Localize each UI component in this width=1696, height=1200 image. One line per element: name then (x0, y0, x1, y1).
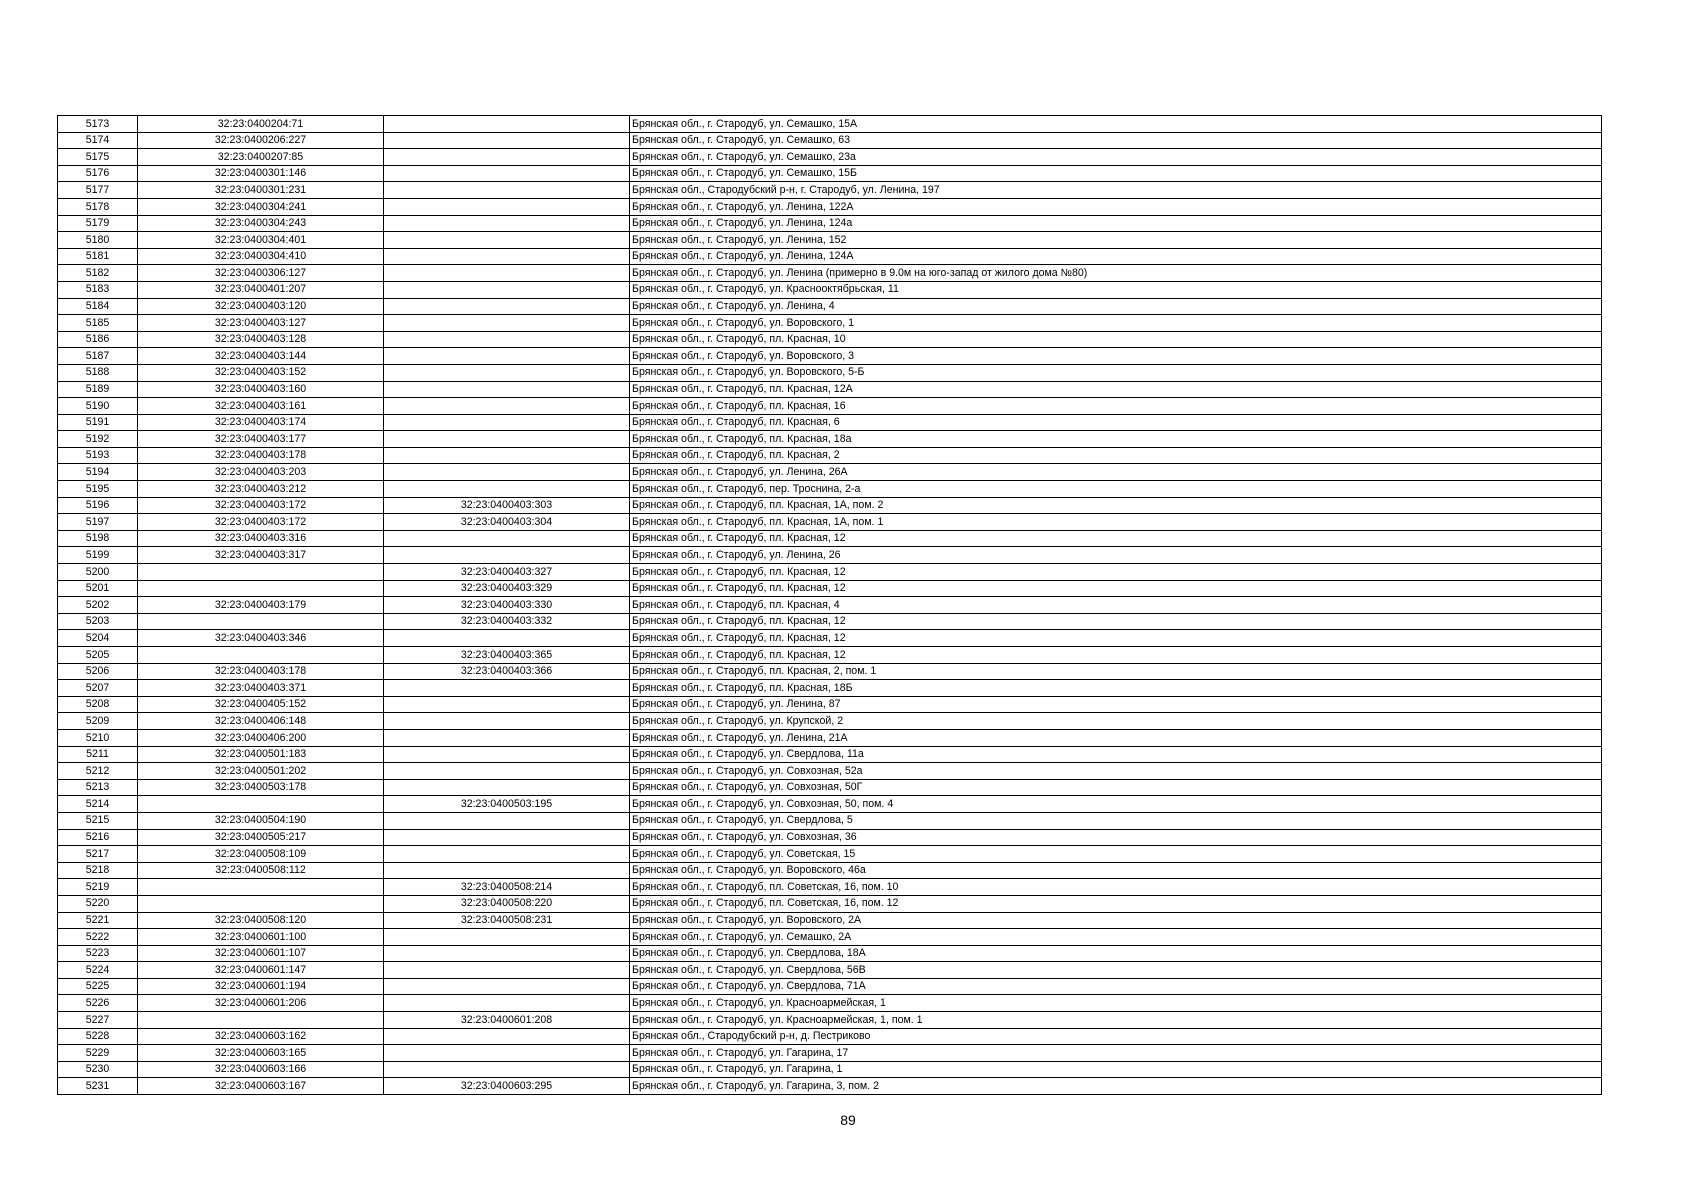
cadastral-number-cell: 32:23:0400601:206 (138, 995, 384, 1012)
address-cell: Брянская обл., г. Стародуб, ул. Ленина (примерно в 9.0м на юго-запад от жилого дома №80) (630, 265, 1602, 282)
cadastral-number-premises-cell (384, 414, 630, 431)
cadastral-number-cell: 32:23:0400403:177 (138, 431, 384, 448)
cadastral-number-cell: 32:23:0400505:217 (138, 829, 384, 846)
cadastral-number-cell: 32:23:0400403:120 (138, 298, 384, 315)
cadastral-number-cell: 32:23:0400601:100 (138, 929, 384, 946)
cadastral-number-cell (138, 647, 384, 664)
address-cell: Брянская обл., г. Стародуб, ул. Ленина, 152 (630, 232, 1602, 249)
address-cell: Брянская обл., г. Стародуб, ул. Крупской, 2 (630, 713, 1602, 730)
registry-table-body (58, 116, 1602, 1095)
table-row (58, 116, 1602, 133)
cadastral-number-premises-cell (384, 281, 630, 298)
table-row (58, 663, 1602, 680)
cadastral-number-cell: 32:23:0400301:146 (138, 165, 384, 182)
cadastral-number-premises-cell (384, 398, 630, 415)
row-number-cell: 5207 (58, 680, 138, 697)
cadastral-number-premises-cell: 32:23:0400403:365 (384, 647, 630, 664)
row-number-cell: 5216 (58, 829, 138, 846)
address-cell: Брянская обл., г. Стародуб, пл. Советская, 16, пом. 10 (630, 879, 1602, 896)
row-number-cell: 5184 (58, 298, 138, 315)
table-row (58, 647, 1602, 664)
cadastral-number-premises-cell (384, 829, 630, 846)
row-number-cell: 5177 (58, 182, 138, 199)
table-row (58, 165, 1602, 182)
cadastral-number-cell (138, 895, 384, 912)
address-cell: Брянская обл., г. Стародуб, пл. Красная, 2 (630, 447, 1602, 464)
cadastral-number-premises-cell (384, 763, 630, 780)
table-row (58, 265, 1602, 282)
table-row (58, 149, 1602, 166)
row-number-cell: 5191 (58, 414, 138, 431)
cadastral-number-cell (138, 564, 384, 581)
row-number-cell: 5215 (58, 812, 138, 829)
address-cell: Брянская обл., г. Стародуб, ул. Краснооктябрьская, 11 (630, 281, 1602, 298)
cadastral-number-premises-cell (384, 696, 630, 713)
cadastral-number-cell: 32:23:0400204:71 (138, 116, 384, 133)
table-row (58, 746, 1602, 763)
cadastral-number-premises-cell (384, 215, 630, 232)
cadastral-number-premises-cell (384, 248, 630, 265)
row-number-cell: 5225 (58, 978, 138, 995)
address-cell: Брянская обл., г. Стародуб, пл. Красная, 2, пом. 1 (630, 663, 1602, 680)
cadastral-number-premises-cell (384, 1061, 630, 1078)
address-cell: Брянская обл., г. Стародуб, ул. Семашко, 23а (630, 149, 1602, 166)
row-number-cell: 5178 (58, 198, 138, 215)
address-cell: Брянская обл., г. Стародуб, ул. Красноармейская, 1, пом. 1 (630, 1012, 1602, 1029)
row-number-cell: 5188 (58, 364, 138, 381)
cadastral-number-premises-cell (384, 481, 630, 498)
row-number-cell: 5227 (58, 1012, 138, 1029)
address-cell: Брянская обл., г. Стародуб, ул. Семашко, 15А (630, 116, 1602, 133)
row-number-cell: 5195 (58, 481, 138, 498)
table-row (58, 796, 1602, 813)
row-number-cell: 5187 (58, 348, 138, 365)
table-row (58, 1061, 1602, 1078)
address-cell: Брянская обл., г. Стародуб, пл. Красная, 12 (630, 580, 1602, 597)
cadastral-number-cell: 32:23:0400508:112 (138, 862, 384, 879)
table-row (58, 414, 1602, 431)
table-row (58, 912, 1602, 929)
cadastral-number-cell: 32:23:0400508:120 (138, 912, 384, 929)
address-cell: Брянская обл., г. Стародуб, ул. Гагарина, 3, пом. 2 (630, 1078, 1602, 1095)
cadastral-number-premises-cell (384, 713, 630, 730)
table-row (58, 198, 1602, 215)
row-number-cell: 5198 (58, 530, 138, 547)
cadastral-number-cell: 32:23:0400403:172 (138, 497, 384, 514)
row-number-cell: 5176 (58, 165, 138, 182)
table-row (58, 398, 1602, 415)
address-cell: Брянская обл., г. Стародуб, ул. Ленина, 26А (630, 464, 1602, 481)
cadastral-number-premises-cell (384, 729, 630, 746)
row-number-cell: 5174 (58, 132, 138, 149)
row-number-cell: 5197 (58, 514, 138, 531)
table-row (58, 580, 1602, 597)
cadastral-number-premises-cell (384, 962, 630, 979)
cadastral-number-premises-cell: 32:23:0400503:195 (384, 796, 630, 813)
table-row (58, 995, 1602, 1012)
cadastral-number-premises-cell (384, 1028, 630, 1045)
table-row (58, 779, 1602, 796)
address-cell: Брянская обл., г. Стародуб, ул. Свердлова, 71А (630, 978, 1602, 995)
address-cell: Брянская обл., г. Стародуб, ул. Ленина, 26 (630, 547, 1602, 564)
table-row (58, 713, 1602, 730)
row-number-cell: 5192 (58, 431, 138, 448)
row-number-cell: 5231 (58, 1078, 138, 1095)
row-number-cell: 5193 (58, 447, 138, 464)
address-cell: Брянская обл., г. Стародуб, ул. Воровского, 5-Б (630, 364, 1602, 381)
address-cell: Брянская обл., г. Стародуб, ул. Семашко, 63 (630, 132, 1602, 149)
cadastral-number-cell: 32:23:0400306:127 (138, 265, 384, 282)
table-row (58, 680, 1602, 697)
cadastral-number-premises-cell (384, 945, 630, 962)
row-number-cell: 5173 (58, 116, 138, 133)
cadastral-number-cell: 32:23:0400403:144 (138, 348, 384, 365)
row-number-cell: 5186 (58, 331, 138, 348)
cadastral-number-premises-cell (384, 116, 630, 133)
cadastral-number-cell: 32:23:0400403:161 (138, 398, 384, 415)
table-row (58, 315, 1602, 332)
row-number-cell: 5213 (58, 779, 138, 796)
row-number-cell: 5226 (58, 995, 138, 1012)
address-cell: Брянская обл., г. Стародуб, ул. Совхозная, 52а (630, 763, 1602, 780)
row-number-cell: 5211 (58, 746, 138, 763)
cadastral-number-cell: 32:23:0400601:107 (138, 945, 384, 962)
address-cell: Брянская обл., г. Стародуб, пл. Красная, 1А, пом. 2 (630, 497, 1602, 514)
cadastral-number-premises-cell (384, 364, 630, 381)
address-cell: Брянская обл., г. Стародуб, пл. Красная, 12 (630, 613, 1602, 630)
cadastral-number-cell (138, 1012, 384, 1029)
address-cell: Брянская обл., г. Стародуб, ул. Советская, 15 (630, 846, 1602, 863)
table-row (58, 497, 1602, 514)
cadastral-number-cell: 32:23:0400501:183 (138, 746, 384, 763)
address-cell: Брянская обл., г. Стародуб, пл. Красная, 6 (630, 414, 1602, 431)
row-number-cell: 5196 (58, 497, 138, 514)
cadastral-number-premises-cell (384, 846, 630, 863)
cadastral-number-cell: 32:23:0400403:152 (138, 364, 384, 381)
cadastral-number-cell: 32:23:0400501:202 (138, 763, 384, 780)
cadastral-number-premises-cell (384, 978, 630, 995)
cadastral-number-cell: 32:23:0400503:178 (138, 779, 384, 796)
address-cell: Брянская обл., г. Стародуб, пл. Красная, 12 (630, 630, 1602, 647)
row-number-cell: 5182 (58, 265, 138, 282)
address-cell: Брянская обл., г. Стародуб, пл. Красная, 4 (630, 597, 1602, 614)
address-cell: Брянская обл., г. Стародуб, ул. Ленина, 124А (630, 248, 1602, 265)
cadastral-number-cell: 32:23:0400403:316 (138, 530, 384, 547)
cadastral-number-premises-cell: 32:23:0400603:295 (384, 1078, 630, 1095)
row-number-cell: 5190 (58, 398, 138, 415)
row-number-cell: 5220 (58, 895, 138, 912)
row-number-cell: 5217 (58, 846, 138, 863)
address-cell: Брянская обл., г. Стародуб, пл. Красная, 18Б (630, 680, 1602, 697)
address-cell: Брянская обл., г. Стародуб, пл. Красная, 12 (630, 530, 1602, 547)
table-row (58, 763, 1602, 780)
cadastral-number-cell: 32:23:0400603:166 (138, 1061, 384, 1078)
address-cell: Брянская обл., г. Стародуб, ул. Ленина, 21А (630, 729, 1602, 746)
cadastral-number-premises-cell (384, 132, 630, 149)
table-row (58, 182, 1602, 199)
table-row (58, 879, 1602, 896)
row-number-cell: 5222 (58, 929, 138, 946)
cadastral-number-cell: 32:23:0400206:227 (138, 132, 384, 149)
cadastral-number-cell: 32:23:0400508:109 (138, 846, 384, 863)
address-cell: Брянская обл., г. Стародуб, ул. Ленина, 122А (630, 198, 1602, 215)
table-row (58, 547, 1602, 564)
row-number-cell: 5194 (58, 464, 138, 481)
row-number-cell: 5229 (58, 1045, 138, 1062)
table-row (58, 829, 1602, 846)
address-cell: Брянская обл., г. Стародуб, ул. Ленина, 124а (630, 215, 1602, 232)
row-number-cell: 5203 (58, 613, 138, 630)
address-cell: Брянская обл., г. Стародуб, ул. Ленина, 87 (630, 696, 1602, 713)
cadastral-number-premises-cell: 32:23:0400403:332 (384, 613, 630, 630)
cadastral-number-cell: 32:23:0400403:346 (138, 630, 384, 647)
address-cell: Брянская обл., г. Стародуб, ул. Воровского, 46а (630, 862, 1602, 879)
address-cell: Брянская обл., г. Стародуб, ул. Воровского, 2А (630, 912, 1602, 929)
cadastral-number-premises-cell (384, 547, 630, 564)
cadastral-number-premises-cell (384, 447, 630, 464)
cadastral-number-premises-cell (384, 265, 630, 282)
cadastral-number-premises-cell: 32:23:0400403:303 (384, 497, 630, 514)
address-cell: Брянская обл., г. Стародуб, пл. Красная, 12 (630, 564, 1602, 581)
cadastral-number-premises-cell (384, 1045, 630, 1062)
registry-table (57, 115, 1602, 1095)
cadastral-number-premises-cell (384, 298, 630, 315)
cadastral-number-cell: 32:23:0400304:401 (138, 232, 384, 249)
cadastral-number-cell: 32:23:0400403:317 (138, 547, 384, 564)
table-row (58, 613, 1602, 630)
cadastral-number-cell: 32:23:0400406:148 (138, 713, 384, 730)
cadastral-number-premises-cell (384, 995, 630, 1012)
table-row (58, 962, 1602, 979)
cadastral-number-cell: 32:23:0400406:200 (138, 729, 384, 746)
cadastral-number-cell: 32:23:0400403:212 (138, 481, 384, 498)
table-row (58, 348, 1602, 365)
address-cell: Брянская обл., г. Стародуб, пл. Красная, 1А, пом. 1 (630, 514, 1602, 531)
table-row (58, 597, 1602, 614)
cadastral-number-cell: 32:23:0400403:174 (138, 414, 384, 431)
table-row (58, 1045, 1602, 1062)
cadastral-number-cell: 32:23:0400601:194 (138, 978, 384, 995)
cadastral-number-premises-cell (384, 331, 630, 348)
row-number-cell: 5209 (58, 713, 138, 730)
page-number: 89 (840, 1112, 856, 1128)
row-number-cell: 5212 (58, 763, 138, 780)
cadastral-number-cell: 32:23:0400403:203 (138, 464, 384, 481)
table-row (58, 331, 1602, 348)
cadastral-number-cell (138, 879, 384, 896)
cadastral-number-cell (138, 796, 384, 813)
cadastral-number-cell: 32:23:0400403:179 (138, 597, 384, 614)
address-cell: Брянская обл., Стародубский р-н, д. Пестриково (630, 1028, 1602, 1045)
table-row (58, 232, 1602, 249)
cadastral-number-premises-cell: 32:23:0400403:304 (384, 514, 630, 531)
address-cell: Брянская обл., г. Стародуб, ул. Совхозная, 36 (630, 829, 1602, 846)
cadastral-number-premises-cell: 32:23:0400601:208 (384, 1012, 630, 1029)
cadastral-number-premises-cell (384, 862, 630, 879)
row-number-cell: 5181 (58, 248, 138, 265)
cadastral-number-cell: 32:23:0400403:371 (138, 680, 384, 697)
cadastral-number-cell: 32:23:0400401:207 (138, 281, 384, 298)
table-row (58, 1028, 1602, 1045)
row-number-cell: 5219 (58, 879, 138, 896)
cadastral-number-premises-cell (384, 348, 630, 365)
cadastral-number-premises-cell (384, 431, 630, 448)
row-number-cell: 5179 (58, 215, 138, 232)
table-row (58, 215, 1602, 232)
table-row (58, 1012, 1602, 1029)
address-cell: Брянская обл., г. Стародуб, пл. Красная, 12А (630, 381, 1602, 398)
address-cell: Брянская обл., г. Стародуб, ул. Свердлова, 5 (630, 812, 1602, 829)
table-row (58, 530, 1602, 547)
table-row (58, 929, 1602, 946)
row-number-cell: 5208 (58, 696, 138, 713)
row-number-cell: 5221 (58, 912, 138, 929)
row-number-cell: 5175 (58, 149, 138, 166)
cadastral-number-premises-cell: 32:23:0400508:231 (384, 912, 630, 929)
address-cell: Брянская обл., г. Стародуб, пл. Красная, 10 (630, 331, 1602, 348)
cadastral-number-premises-cell (384, 315, 630, 332)
cadastral-number-premises-cell (384, 812, 630, 829)
cadastral-number-premises-cell (384, 198, 630, 215)
row-number-cell: 5228 (58, 1028, 138, 1045)
row-number-cell: 5223 (58, 945, 138, 962)
table-row (58, 381, 1602, 398)
cadastral-number-cell: 32:23:0400403:178 (138, 663, 384, 680)
cadastral-number-premises-cell (384, 779, 630, 796)
address-cell: Брянская обл., г. Стародуб, ул. Ленина, 4 (630, 298, 1602, 315)
cadastral-number-premises-cell (384, 165, 630, 182)
cadastral-number-cell: 32:23:0400207:85 (138, 149, 384, 166)
address-cell: Брянская обл., г. Стародуб, пл. Красная, 18а (630, 431, 1602, 448)
row-number-cell: 5218 (58, 862, 138, 879)
cadastral-number-cell (138, 580, 384, 597)
address-cell: Брянская обл., г. Стародуб, ул. Гагарина, 1 (630, 1061, 1602, 1078)
cadastral-number-cell: 32:23:0400403:160 (138, 381, 384, 398)
cadastral-number-cell: 32:23:0400603:162 (138, 1028, 384, 1045)
cadastral-number-premises-cell: 32:23:0400403:330 (384, 597, 630, 614)
table-row (58, 1078, 1602, 1095)
cadastral-number-premises-cell: 32:23:0400403:366 (384, 663, 630, 680)
table-row (58, 846, 1602, 863)
cadastral-number-cell: 32:23:0400304:243 (138, 215, 384, 232)
address-cell: Брянская обл., г. Стародуб, ул. Свердлова, 56В (630, 962, 1602, 979)
row-number-cell: 5204 (58, 630, 138, 647)
address-cell: Брянская обл., г. Стародуб, пл. Красная, 16 (630, 398, 1602, 415)
table-row (58, 630, 1602, 647)
address-cell: Брянская обл., г. Стародуб, ул. Гагарина, 17 (630, 1045, 1602, 1062)
cadastral-number-premises-cell: 32:23:0400508:214 (384, 879, 630, 896)
address-cell: Брянская обл., г. Стародуб, ул. Свердлова, 18А (630, 945, 1602, 962)
row-number-cell: 5230 (58, 1061, 138, 1078)
row-number-cell: 5200 (58, 564, 138, 581)
table-row (58, 862, 1602, 879)
row-number-cell: 5202 (58, 597, 138, 614)
cadastral-number-premises-cell: 32:23:0400508:220 (384, 895, 630, 912)
cadastral-number-cell: 32:23:0400403:178 (138, 447, 384, 464)
cadastral-number-cell: 32:23:0400403:128 (138, 331, 384, 348)
cadastral-number-premises-cell (384, 680, 630, 697)
table-row (58, 514, 1602, 531)
address-cell: Брянская обл., г. Стародуб, ул. Совхозная, 50Г (630, 779, 1602, 796)
table-row (58, 364, 1602, 381)
cadastral-number-premises-cell (384, 464, 630, 481)
row-number-cell: 5199 (58, 547, 138, 564)
table-row (58, 564, 1602, 581)
row-number-cell: 5189 (58, 381, 138, 398)
cadastral-number-cell (138, 613, 384, 630)
address-cell: Брянская обл., г. Стародуб, пл. Советская, 16, пом. 12 (630, 895, 1602, 912)
table-row (58, 978, 1602, 995)
cadastral-number-cell: 32:23:0400603:167 (138, 1078, 384, 1095)
address-cell: Брянская обл., г. Стародуб, пл. Красная, 12 (630, 647, 1602, 664)
row-number-cell: 5205 (58, 647, 138, 664)
table-row (58, 281, 1602, 298)
cadastral-number-premises-cell: 32:23:0400403:327 (384, 564, 630, 581)
table-row (58, 812, 1602, 829)
address-cell: Брянская обл., г. Стародуб, ул. Совхозная, 50, пом. 4 (630, 796, 1602, 813)
cadastral-number-cell: 32:23:0400405:152 (138, 696, 384, 713)
table-row (58, 945, 1602, 962)
table-row (58, 481, 1602, 498)
row-number-cell: 5206 (58, 663, 138, 680)
address-cell: Брянская обл., г. Стародуб, ул. Красноармейская, 1 (630, 995, 1602, 1012)
cadastral-number-cell: 32:23:0400403:172 (138, 514, 384, 531)
address-cell: Брянская обл., г. Стародуб, ул. Воровского, 3 (630, 348, 1602, 365)
address-cell: Брянская обл., г. Стародуб, ул. Семашко, 2А (630, 929, 1602, 946)
cadastral-number-premises-cell (384, 232, 630, 249)
row-number-cell: 5180 (58, 232, 138, 249)
cadastral-number-premises-cell (384, 182, 630, 199)
table-row (58, 729, 1602, 746)
cadastral-number-cell: 32:23:0400603:165 (138, 1045, 384, 1062)
row-number-cell: 5214 (58, 796, 138, 813)
table-row (58, 248, 1602, 265)
address-cell: Брянская обл., Стародубский р-н, г. Стародуб, ул. Ленина, 197 (630, 182, 1602, 199)
row-number-cell: 5183 (58, 281, 138, 298)
address-cell: Брянская обл., г. Стародуб, ул. Семашко, 15Б (630, 165, 1602, 182)
table-row (58, 696, 1602, 713)
cadastral-number-cell: 32:23:0400304:241 (138, 198, 384, 215)
cadastral-number-premises-cell (384, 530, 630, 547)
cadastral-number-premises-cell (384, 630, 630, 647)
table-row (58, 132, 1602, 149)
address-cell: Брянская обл., г. Стародуб, пер. Троснина, 2-а (630, 481, 1602, 498)
cadastral-number-premises-cell: 32:23:0400403:329 (384, 580, 630, 597)
cadastral-number-cell: 32:23:0400504:190 (138, 812, 384, 829)
table-row (58, 464, 1602, 481)
cadastral-number-premises-cell (384, 929, 630, 946)
cadastral-number-premises-cell (384, 149, 630, 166)
row-number-cell: 5210 (58, 729, 138, 746)
address-cell: Брянская обл., г. Стародуб, ул. Свердлова, 11а (630, 746, 1602, 763)
table-row (58, 431, 1602, 448)
address-cell: Брянская обл., г. Стародуб, ул. Воровского, 1 (630, 315, 1602, 332)
cadastral-number-cell: 32:23:0400403:127 (138, 315, 384, 332)
cadastral-number-cell: 32:23:0400601:147 (138, 962, 384, 979)
cadastral-number-premises-cell (384, 746, 630, 763)
row-number-cell: 5224 (58, 962, 138, 979)
row-number-cell: 5185 (58, 315, 138, 332)
row-number-cell: 5201 (58, 580, 138, 597)
table-row (58, 447, 1602, 464)
cadastral-number-premises-cell (384, 381, 630, 398)
table-row (58, 298, 1602, 315)
cadastral-number-cell: 32:23:0400301:231 (138, 182, 384, 199)
table-row (58, 895, 1602, 912)
cadastral-number-cell: 32:23:0400304:410 (138, 248, 384, 265)
